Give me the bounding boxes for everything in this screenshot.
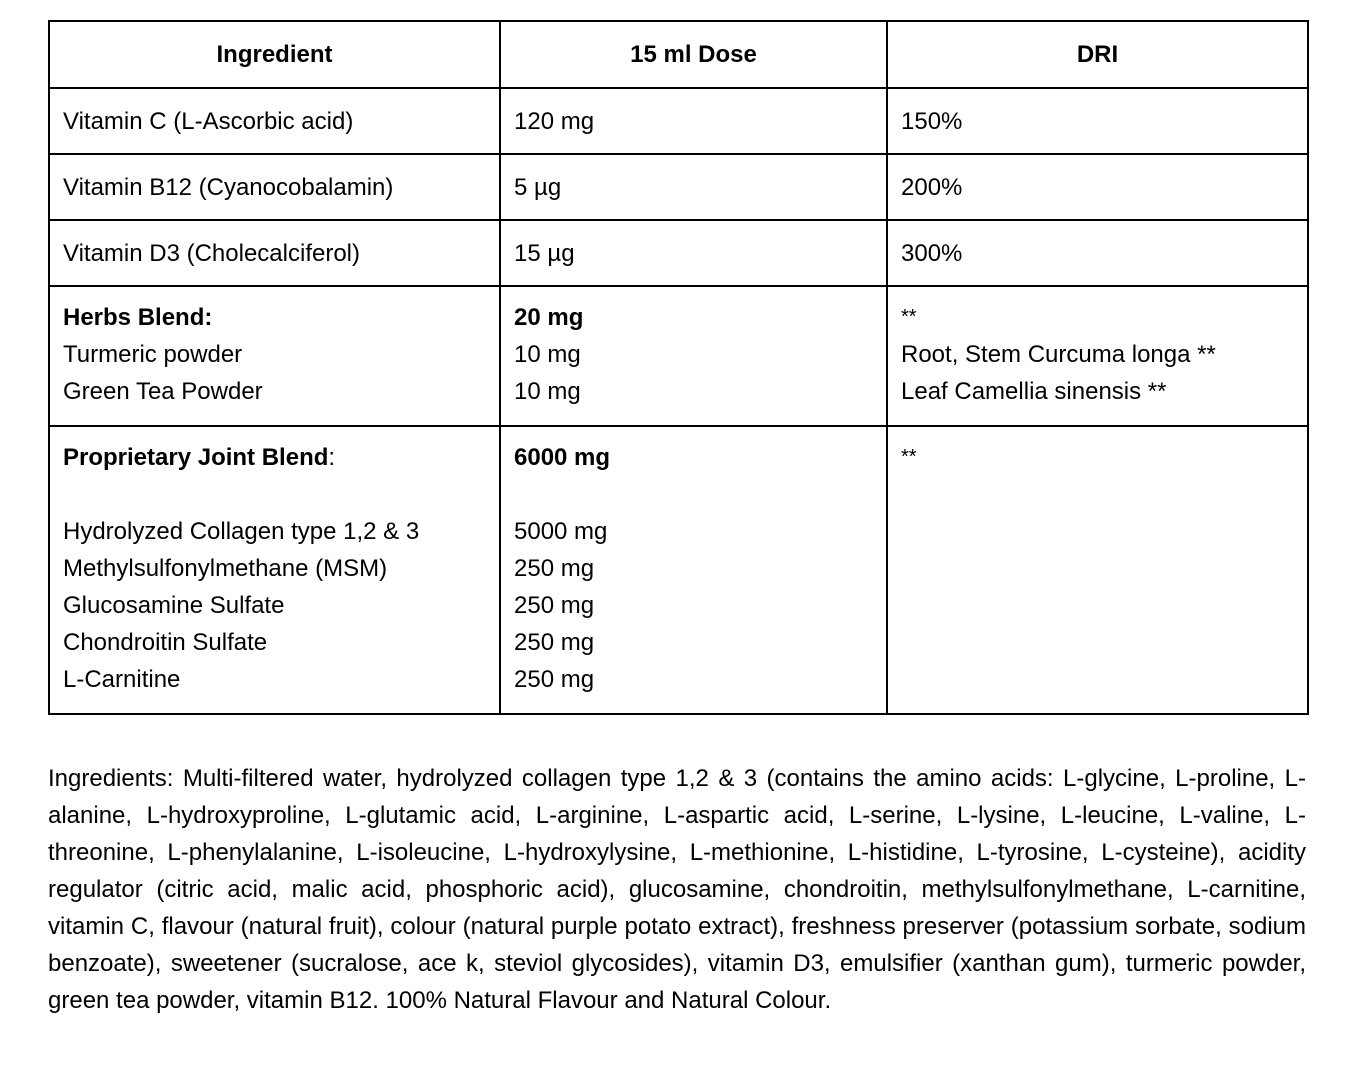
joint-blend-heading [63, 439, 486, 476]
herbs-item-ingredient: Turmeric powder [63, 341, 243, 368]
herbs-item-dose: 10 mg [514, 378, 581, 405]
row-ingredient: Vitamin D3 (Cholecalciferol) [49, 220, 500, 286]
row-dose: 15 µg [500, 220, 887, 286]
row-ingredient: Vitamin C (L-Ascorbic acid) [49, 88, 500, 154]
herbs-item-dose: 10 mg [514, 341, 581, 368]
joint-item-dose: 250 mg [514, 592, 595, 619]
row-dose: 5 µg [500, 154, 887, 220]
joint-blend-total: 6000 mg [514, 444, 611, 471]
herbs-dose-cell [500, 286, 887, 426]
herbs-blend-title: Herbs Blend: [63, 304, 213, 331]
row-dose: 120 mg [500, 88, 887, 154]
joint-blend-title: Proprietary Joint Blend [63, 444, 329, 471]
joint-blend-row [49, 426, 1308, 714]
joint-item-dose: 250 mg [514, 555, 595, 582]
table-row [49, 220, 1308, 286]
joint-item-ingredient: Chondroitin Sulfate [63, 629, 268, 656]
joint-ingredient-cell [49, 426, 500, 714]
joint-item-dose: 250 mg [514, 666, 595, 693]
joint-item-ingredient: Glucosamine Sulfate [63, 592, 285, 619]
row-dri: 200% [887, 154, 1308, 220]
joint-blend-title-suffix: : [328, 444, 336, 471]
herbs-dri-cell [887, 286, 1308, 426]
joint-item-dose: 250 mg [514, 629, 595, 656]
herbs-blend-row [49, 286, 1308, 426]
header-ingredient: Ingredient [49, 21, 500, 88]
joint-item-ingredient: Methylsulfonylmethane (MSM) [63, 555, 388, 582]
joint-blend-dri: ** [901, 446, 917, 468]
herbs-item-dri: Leaf Camellia sinensis ** [901, 378, 1167, 405]
spacer [514, 476, 873, 513]
row-dri: 150% [887, 88, 1308, 154]
ingredients-paragraph: Ingredients: Multi-filtered water, hydrolyzed collagen type 1,2 & 3 (contains the amino acids: L-glycine, L-proline, L-alanine, L-hydroxyproline, L-glutamic acid, L-arginine, L-aspartic acid, L-serine, L-lysine, L-leucine, L-valine, L-threonine, L-phenylalanine, L-isoleucine, L-hydroxylysine, L-methionine, L-histidine, L-tyrosine, L-cysteine), acidity regulator (citric acid, malic acid, phosphoric acid), glucosamine, chondroitin, methylsulfonylmethane, L-carnitine, vitamin C, flavour (natural fruit), colour (natural purple potato extract), freshness preserver (potassium sorbate, sodium benzoate), sweetener (sucralose, ace k, steviol glycosides), vitamin D3, emulsifier (xanthan gum), turmeric powder, green tea powder, vitamin B12. 100% Natural Flavour and Natural Colour. [48, 765, 1306, 1014]
row-ingredient: Vitamin B12 (Cyanocobalamin) [49, 154, 500, 220]
herbs-blend-dri: ** [901, 306, 917, 328]
herbs-item-dri: Root, Stem Curcuma longa ** [901, 341, 1216, 368]
header-dose: 15 ml Dose [500, 21, 887, 88]
joint-dri-cell [887, 426, 1308, 714]
spacer [63, 476, 486, 513]
herbs-item-ingredient: Green Tea Powder [63, 378, 263, 405]
joint-item-dose: 5000 mg [514, 518, 608, 545]
header-dri: DRI [887, 21, 1308, 88]
joint-dose-cell [500, 426, 887, 714]
joint-item-ingredient: Hydrolyzed Collagen type 1,2 & 3 [63, 518, 420, 545]
herbs-ingredient-cell [49, 286, 500, 426]
table-header-row [49, 21, 1308, 88]
table-row [49, 154, 1308, 220]
joint-item-ingredient: L-Carnitine [63, 666, 181, 693]
table-row [49, 88, 1308, 154]
row-dri: 300% [887, 220, 1308, 286]
nutrition-table [48, 20, 1309, 715]
herbs-blend-total: 20 mg [514, 304, 584, 331]
